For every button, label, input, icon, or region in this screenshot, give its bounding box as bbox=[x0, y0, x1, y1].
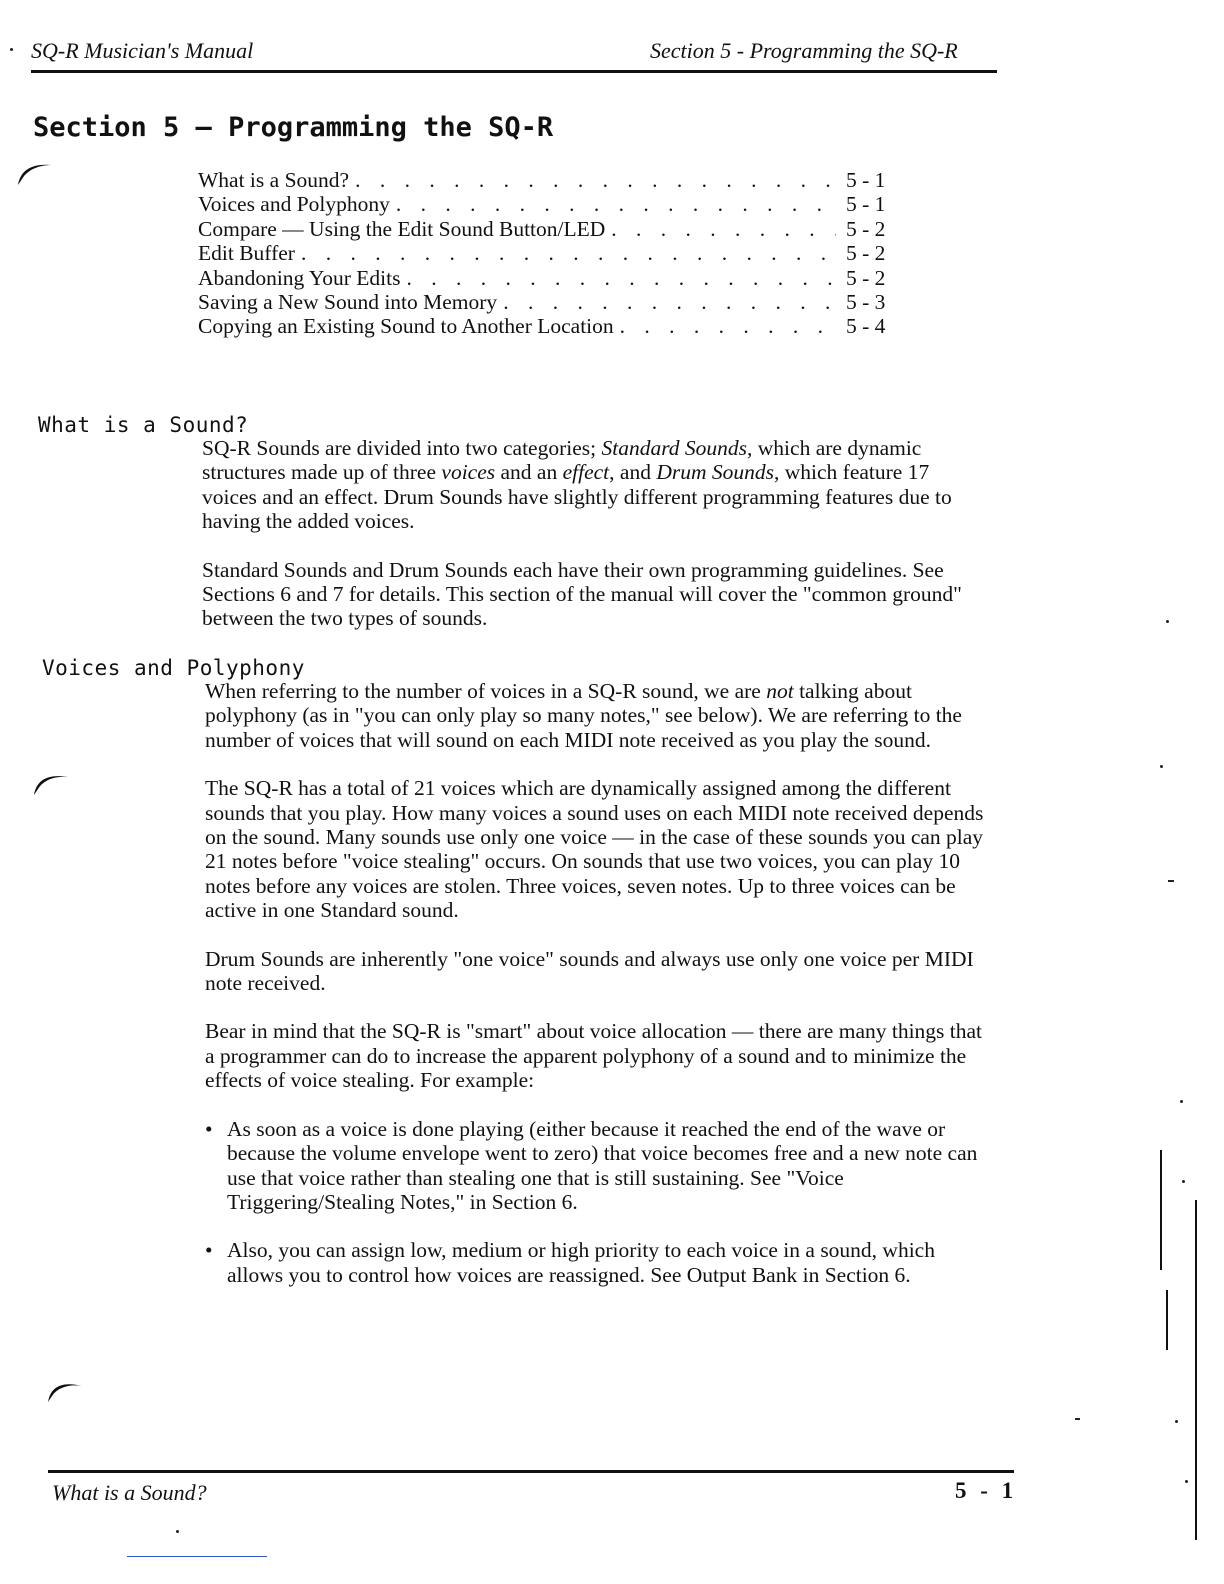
scan-artifact bbox=[1180, 1100, 1183, 1103]
toc-label: Saving a New Sound into Memory bbox=[198, 289, 498, 314]
table-of-contents bbox=[198, 168, 898, 339]
section-heading-what-is-a-sound: What is a Sound? bbox=[38, 413, 249, 437]
scan-artifact bbox=[1166, 1290, 1168, 1350]
list-item: • As soon as a voice is done playing (either because it reached the end of the wave or because the volume envelope went to zero) that voice becomes free and a new note can use that voice rather than stealing one that is still sustaining. See "Voice Triggering/Stealing Notes," in Section 6. bbox=[205, 1116, 978, 1214]
toc-entry[interactable] bbox=[198, 266, 898, 290]
margin-mark-icon bbox=[30, 765, 70, 799]
scan-artifact bbox=[10, 48, 13, 51]
toc-page: 5 - 1 bbox=[846, 168, 886, 192]
margin-mark-icon bbox=[14, 155, 54, 189]
scan-artifact bbox=[1195, 1200, 1197, 1540]
toc-label: Edit Buffer bbox=[198, 241, 295, 266]
running-header-right: Section 5 - Programming the SQ-R bbox=[650, 38, 958, 63]
paragraph: Drum Sounds are inherently "one voice" sounds and always use only one voice per MIDI note received. bbox=[205, 946, 974, 996]
running-header-left: SQ-R Musician's Manual bbox=[31, 38, 254, 63]
list-item: • Also, you can assign low, medium or high priority to each voice in a sound, which allows you to control how voices are reassigned. See Output Bank in Section 6. bbox=[205, 1238, 935, 1287]
paragraph: Bear in mind that the SQ-R is "smart" about voice allocation — there are many things that a programmer can do to increase the apparent polyphony of a sound and to minimize the effects of voice stealing. For example: bbox=[205, 1019, 983, 1093]
toc-label: What is a Sound? bbox=[198, 168, 350, 192]
footer-rule bbox=[48, 1470, 1014, 1473]
toc-page: 5 - 1 bbox=[846, 192, 886, 217]
toc-page: 5 - 2 bbox=[846, 265, 886, 290]
scan-artifact bbox=[1166, 620, 1169, 623]
what-is-a-sound-body bbox=[202, 436, 962, 631]
scan-artifact bbox=[176, 1530, 179, 1533]
toc-page: 5 - 2 bbox=[846, 241, 886, 266]
paragraph: The SQ-R has a total of 21 voices which are dynamically assigned among the different sounds that you play. How many voices a sound uses on each MIDI note received depends on the sound. Many sounds use only one voice — in the case of these sounds you can play 21 notes before "voice stealing" occurs. On sounds that use two voices, you can play 10 notes before any voices are stolen. Three voices, seven notes. Up to three voices can be active in one Standard sound. bbox=[205, 776, 984, 923]
paragraph: When referring to the number of voices in a SQ-R sound, we are not talking about polyphony (as in "you can only play so many notes," see below). We are referring to the number of voices that will sound on each MIDI note received as you play the sound. bbox=[205, 679, 962, 752]
scan-artifact bbox=[1160, 765, 1163, 768]
scan-artifact bbox=[1168, 880, 1174, 882]
scan-artifact bbox=[1185, 1480, 1188, 1483]
toc-entry[interactable] bbox=[198, 168, 898, 192]
toc-label: Compare — Using the Edit Sound Button/LED bbox=[198, 216, 606, 241]
toc-entry[interactable] bbox=[198, 314, 898, 338]
footer-page-number: 5 - 1 bbox=[955, 1478, 1018, 1503]
paragraph: SQ-R Sounds are divided into two categories; Standard Sounds, which are dynamic structures made up of three voices and an effect, and Drum Sounds, which feature 17 voices and an effect. Drum Sounds have slightly different programming features due to having the added voices. bbox=[202, 436, 952, 534]
toc-entry[interactable] bbox=[198, 241, 898, 265]
section-heading-voices-and-polyphony: Voices and Polyphony bbox=[42, 656, 305, 680]
toc-page: 5 - 3 bbox=[846, 289, 886, 314]
bullet-glyph: • bbox=[205, 1116, 213, 1141]
scan-artifact bbox=[1075, 1418, 1080, 1420]
scan-artifact bbox=[1160, 1150, 1162, 1270]
toc-entry[interactable] bbox=[198, 192, 898, 216]
paragraph: Standard Sounds and Drum Sounds each have their own programming guidelines. See Sections 6 and 7 for details. This section of the manual will cover the "common ground" between the two types of sounds. bbox=[202, 557, 962, 631]
toc-entry[interactable] bbox=[198, 290, 898, 314]
page-title: Section 5 — Programming the SQ-R bbox=[33, 112, 554, 143]
scan-artifact bbox=[1175, 1420, 1178, 1423]
header-rule bbox=[31, 70, 997, 73]
toc-label: Voices and Polyphony bbox=[198, 192, 390, 217]
toc-page: 5 - 4 bbox=[846, 314, 886, 339]
toc-label: Abandoning Your Edits bbox=[198, 265, 401, 290]
scan-artifact bbox=[1182, 1180, 1185, 1183]
scan-link-line bbox=[127, 1556, 267, 1557]
margin-mark-icon bbox=[44, 1372, 84, 1406]
toc-label: Copying an Existing Sound to Another Location bbox=[198, 314, 614, 339]
footer-section-name: What is a Sound? bbox=[52, 1480, 207, 1505]
toc-page: 5 - 2 bbox=[846, 216, 886, 241]
bullet-glyph: • bbox=[205, 1238, 213, 1263]
toc-entry[interactable] bbox=[198, 217, 898, 241]
voices-and-polyphony-body bbox=[205, 679, 995, 1287]
